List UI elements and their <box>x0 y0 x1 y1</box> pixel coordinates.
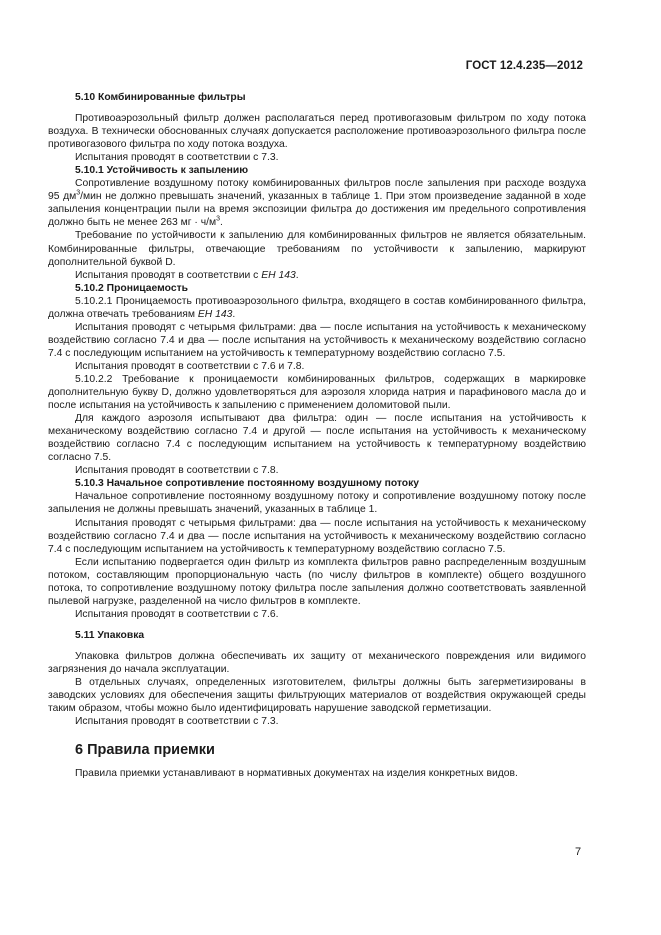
paragraph: Правила приемки устанавливают в нормативных документах на изделия конкретных видов. <box>75 768 518 780</box>
paragraph: Испытания проводят в соответствии с ЕН 143. <box>75 269 299 281</box>
section-5-10-3-heading: 5.10.3 Начальное сопротивление постоянному воздушному потоку <box>75 478 420 490</box>
paragraph: Испытания проводят в соответствии с 7.3. <box>75 716 279 728</box>
paragraph: Если испытанию подвергается один фильтр из комплекта фильтров равно распределенным воздушным потоком, составляющим пропорциональную часть (по числу фильтров в комплекте) общего воздушного потока, то сопротивление воздушному потоку фильтра после запыления должно соответствовать заявленной пылевой нагрузке, разделенной на число фильтров в комплекте. <box>48 556 586 607</box>
paragraph: Требование по устойчивости к запылению для комбинированных фильтров не является обязательным. Комбинированные фильтры, отвечающие требованиям по устойчивости к запылению, маркируют дополнительной буквой D. <box>48 230 586 268</box>
section-5-10-heading: 5.10 Комбинированные фильтры <box>75 92 246 103</box>
paragraph: Испытания проводят с четырьмя фильтрами: два — после испытания на устойчивость к механическому воздействию согласно 7.4 и два — после испытания на устойчивость к механическому воздействию согласно 7.4 с последующим испытанием на устойчивость к температурному воздействию согласно 7.5. <box>48 517 586 555</box>
paragraph: Упаковка фильтров должна обеспечивать их защиту от механического повреждения или видимого загрязнения до начала эксплуатации. <box>48 650 586 675</box>
paragraph: Испытания проводят с четырьмя фильтрами: два — после испытания на устойчивость к механическому воздействию согласно 7.4 и два — после испытания на устойчивость к механическому воздействию согласно 7.4 с последующим испытанием на устойчивость к температурному воздействию согласно 7.5. <box>48 321 586 359</box>
paragraph: 5.10.2.2 Требование к проницаемости комбинированных фильтров, содержащих в маркировке дополнительную букву D, должно удовлетворяться для аэрозоля хлорида натрия и парафинового масла до и после испытания на устойчивость к запылению с применением доломитовой пыли. <box>48 373 586 412</box>
paragraph: Начальное сопротивление постоянному воздушному потоку и сопротивление воздушному потоку после запыления не должны превышать значений, указанных в таблице 1. <box>48 491 586 516</box>
standard-reference: ЕН 143 <box>261 269 296 281</box>
paragraph: Испытания проводят в соответствии с 7.3. <box>75 152 279 164</box>
section-6-heading: 6 Правила приемки <box>75 742 215 759</box>
section-5-10-2-heading: 5.10.2 Проницаемость <box>75 282 189 294</box>
paragraph: В отдельных случаях, определенных изготовителем, фильтры должны быть загерметизированы в заводских условиях для обеспечения защиты фильтрующих материалов от воздействия окружающей среды таким образом, чтобы можно было идентифицировать нарушение заводской герметизации. <box>48 677 586 715</box>
section-5-10-1-heading: 5.10.1 Устойчивость к запылению <box>75 165 249 177</box>
document-code: ГОСТ 12.4.235—2012 <box>465 60 583 72</box>
paragraph: Для каждого аэрозоля испытывают два фильтра: один — после испытания на устойчивость к механическому воздействию согласно 7.4 и другой — после испытания на устойчивость к механическому воздействию согласно 7.4 с последующим испытанием на устойчивость к температурному воздействию согласно 7.5. <box>48 413 586 464</box>
paragraph: Испытания проводят в соответствии с 7.8. <box>75 465 279 477</box>
paragraph: Испытания проводят в соответствии с 7.6 и 7.8. <box>75 360 305 372</box>
paragraph: Сопротивление воздушному потоку комбинированных фильтров после запыления при расходе воздуха 95 $дм^3$/мин не должно превышать значений, указанных в таблице 1. При этом произведение заданной в ходе запыления концентрации пыли на время экспозиции фильтра до достижения им предельного сопротивления должно быть не менее 263 мг · $ч/м^3$. <box>48 178 586 229</box>
standard-reference: ЕН 143 <box>197 308 233 320</box>
section-5-11-heading: 5.11 Упаковка <box>75 629 145 641</box>
page-content <box>48 91 586 780</box>
paragraph: Противоаэрозольный фильтр должен располагаться перед противогазовым фильтром по ходу потока воздуха. В технически обоснованных случаях допускается расположение противоаэрозольного фильтра после противогазового фильтра по ходу потока воздуха. <box>48 113 586 151</box>
paragraph: Испытания проводят в соответствии с 7.6. <box>75 608 279 620</box>
paragraph: 5.10.2.1 Проницаемость противоаэрозольного фильтра, входящего в состав комбинированного фильтра, должна отвечать требованиям ЕН 143. <box>48 295 586 320</box>
page-number: 7 <box>575 846 582 858</box>
